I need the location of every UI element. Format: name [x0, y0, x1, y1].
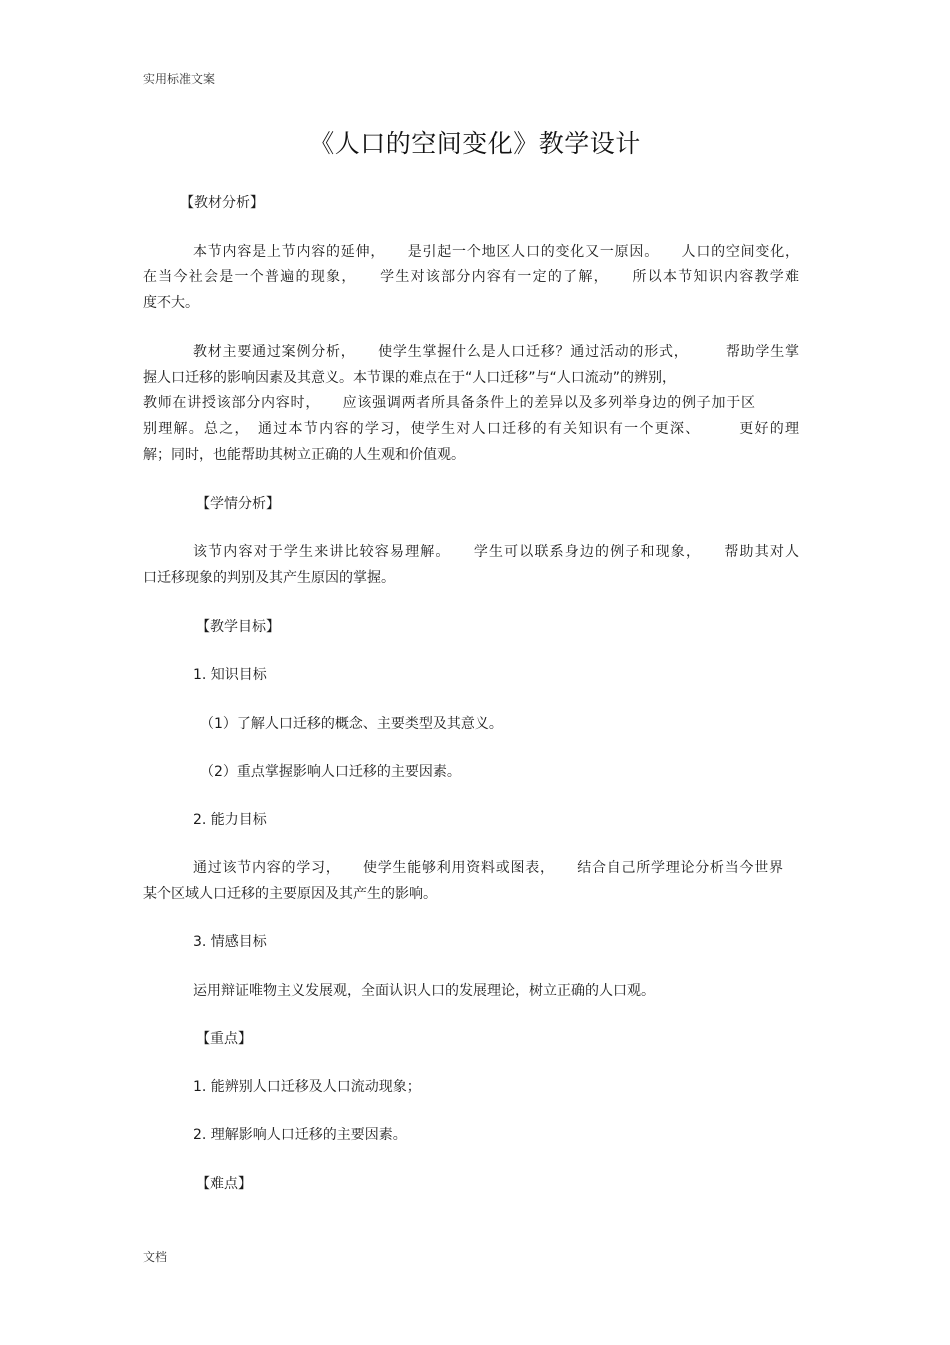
paragraph-line: 教师在讲授该部分内容时， 应该强调两者所具备条件上的差异以及多列举身边的例子加于区 — [143, 395, 755, 411]
paragraph-line: 本节内容是上节内容的延伸， 是引起一个地区人口的变化又一原因。 人口的空间变化， — [193, 244, 799, 260]
page-header: 实用标准文案 — [143, 72, 216, 86]
learner-analysis-heading: 【学情分析】 — [196, 496, 280, 512]
paragraph-line: 在当今社会是一个普遍的现象， 学生对该部分内容有一定的了解， 所以本节知识内容教学难 — [143, 269, 799, 285]
paragraph-line: 运用辩证唯物主义发展观，全面认识人口的发展理论，树立正确的人口观。 — [193, 983, 655, 999]
paragraph-line: 教材主要通过案例分析， 使学生掌握什么是人口迁移？通过活动的形式， 帮助学生掌 — [193, 344, 799, 360]
goal-knowledge-item: （2）重点掌握影响人口迁移的主要因素。 — [200, 764, 461, 780]
page-footer: 文档 — [143, 1250, 168, 1264]
goal-knowledge: 1. 知识目标 — [193, 667, 267, 683]
paragraph-line: 某个区域人口迁移的主要原因及其产生的影响。 — [143, 886, 437, 902]
material-analysis-heading: 【教材分析】 — [180, 195, 264, 211]
paragraph-line: 度不大。 — [143, 295, 199, 311]
document-title: 《人口的空间变化》教学设计 — [309, 129, 641, 158]
teaching-goals-heading: 【教学目标】 — [196, 619, 280, 635]
paragraph-line: 口迁移现象的判别及其产生原因的掌握。 — [143, 570, 395, 586]
paragraph-line: 解；同时，也能帮助其树立正确的人生观和价值观。 — [143, 447, 465, 463]
paragraph-line: 握人口迁移的影响因素及其意义。本节课的难点在于“人口迁移”与“人口流动”的辨别， — [143, 370, 677, 386]
paragraph-line: 别理解。总之， 通过本节内容的学习，使学生对人口迁移的有关知识有一个更深、 更好的理 — [143, 421, 799, 437]
paragraph-line: 通过该节内容的学习， 使学生能够利用资料或图表， 结合自己所学理论分析当今世界 — [193, 860, 783, 876]
key-point-item: 1. 能辨别人口迁移及人口流动现象； — [193, 1079, 421, 1095]
goal-knowledge-item: （1）了解人口迁移的概念、主要类型及其意义。 — [200, 716, 503, 732]
paragraph-line: 该节内容对于学生来讲比较容易理解。 学生可以联系身边的例子和现象， 帮助其对人 — [193, 544, 799, 560]
goal-emotion: 3. 情感目标 — [193, 934, 267, 950]
difficult-points-heading: 【难点】 — [196, 1176, 252, 1192]
goal-ability: 2. 能力目标 — [193, 812, 267, 828]
key-points-heading: 【重点】 — [196, 1031, 252, 1047]
key-point-item: 2. 理解影响人口迁移的主要因素。 — [193, 1127, 407, 1143]
